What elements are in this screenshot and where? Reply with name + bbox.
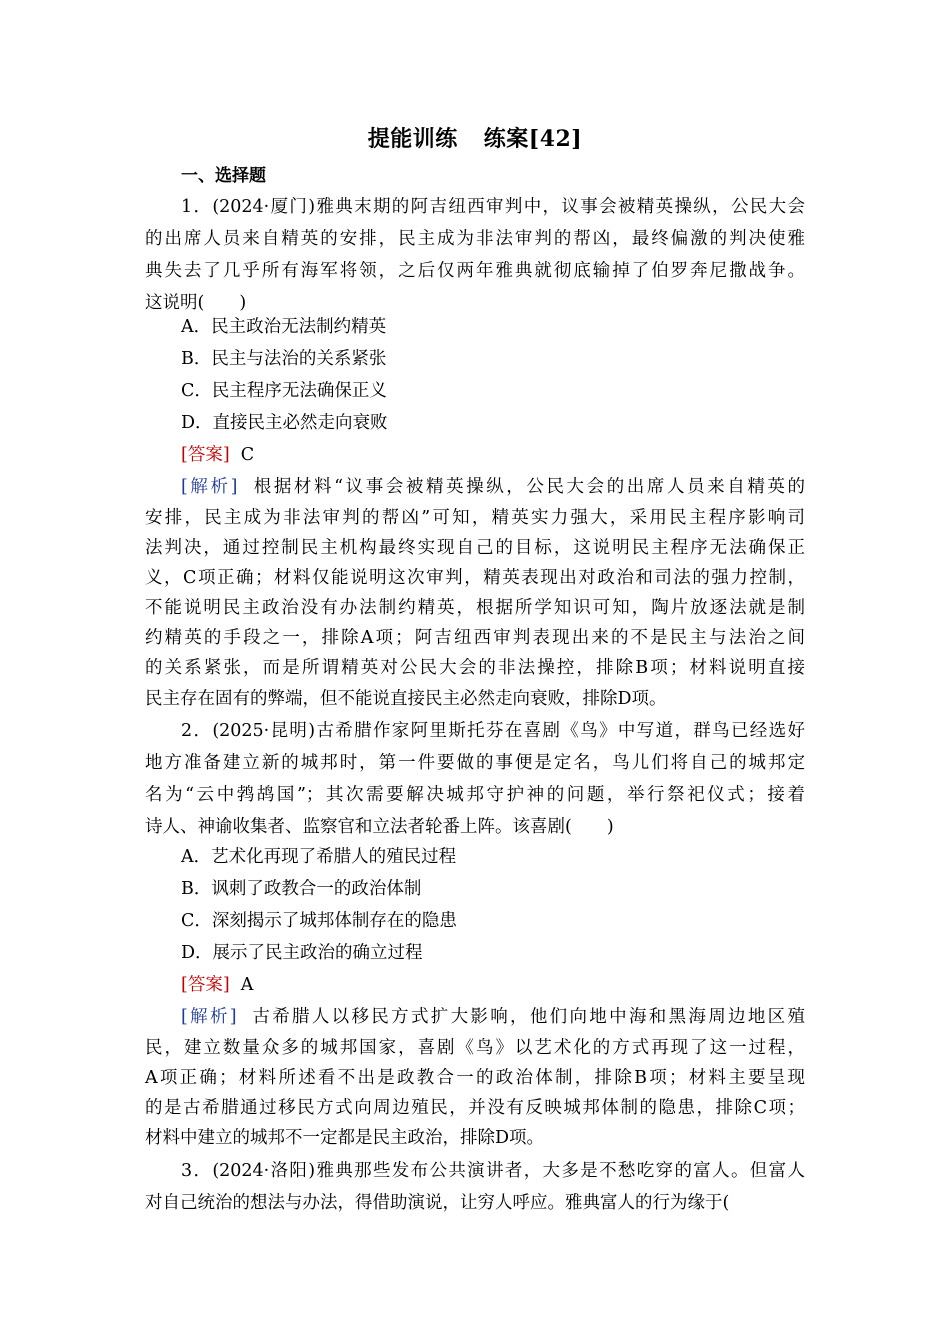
question-1-line: 的出席人员来自精英的安排，民主成为非法审判的帮凶，最终偏激的判决使雅 <box>145 229 805 249</box>
analysis-text: 根据材料“议事会被精英操纵，公民大会的出席人员来自精英的 <box>253 477 805 497</box>
question-2-analysis-line: A项正确；材料所述看不出是政教合一的政治体制，排除B项；材料主要呈现 <box>145 1068 805 1088</box>
question-1-option-b: B．民主与法治的关系紧张 <box>181 349 387 369</box>
question-2-analysis-line: 材料中建立的城邦不一定都是民主政治，排除D项。 <box>145 1128 545 1148</box>
question-1-analysis-line <box>181 475 805 499</box>
question-1-analysis-line: 民主存在固有的弊端，但不能说直接民主必然走向衰败，排除D项。 <box>145 689 667 709</box>
question-3-line: 对自己统治的想法与办法，得借助演说，让穷人呼应。雅典富人的行为缘于( <box>145 1193 730 1213</box>
question-1-line: 1．(2024·厦门)雅典末期的阿吉纽西审判中，议事会被精英操纵，公民大会 <box>181 197 805 217</box>
question-1-answer <box>181 443 841 467</box>
answer-tag: [答案] <box>181 445 230 465</box>
title-part1: 提能训练 <box>367 126 458 152</box>
question-2-line: 2．(2025·昆明)古希腊作家阿里斯托芬在喜剧《鸟》中写道，群鸟已经选好 <box>181 721 805 741</box>
analysis-text: 古希腊人以移民方式扩大影响，他们向地中海和黑海周边地区殖 <box>252 1007 805 1027</box>
question-2-analysis-line: 民，建立数量众多的城邦国家，喜剧《鸟》以艺术化的方式再现了这一过程， <box>145 1038 805 1058</box>
question-1-analysis-line: 的关系紧张，而是所谓精英对公民大会的非法操控，排除B项；材料说明直接 <box>145 658 805 678</box>
question-2-analysis-line <box>181 1005 805 1029</box>
analysis-tag: [解析] <box>181 477 238 497</box>
page-title <box>0 122 950 153</box>
question-1-analysis-line: 约精英的手段之一，排除A项；阿吉纽西审判表现出来的不是民主与法治之间 <box>145 628 805 648</box>
question-1-line: 这说明( ) <box>145 293 247 313</box>
question-1-option-a: A．民主政治无法制约精英 <box>181 317 387 337</box>
section-heading: 一、选择题 <box>181 166 266 186</box>
answer-tag: [答案] <box>181 975 230 995</box>
question-1-analysis-line: 法判决，通过控制民主机构最终实现自己的目标，这说明民主程序无法确保正 <box>145 538 805 558</box>
question-1-analysis-line: 义，C项正确；材料仅能说明这次审判，精英表现出对政治和司法的强力控制， <box>145 568 805 588</box>
question-2-line: 名为“云中鹁鸪国”；其次需要解决城邦守护神的问题，举行祭祀仪式；接着 <box>145 785 805 805</box>
question-1-option-c: C．民主程序无法确保正义 <box>181 381 387 401</box>
question-1-option-d: D．直接民主必然走向衰败 <box>181 413 388 433</box>
question-2-line: 地方准备建立新的城邦时，第一件要做的事便是定名，鸟儿们将自己的城邦定 <box>145 753 805 773</box>
question-2-analysis-line: 的是古希腊通过移民方式向周边殖民，并没有反映城邦体制的隐患，排除C项； <box>145 1098 805 1118</box>
question-3-line: 3．(2024·洛阳)雅典那些发布公共演讲者，大多是不愁吃穿的富人。但富人 <box>181 1161 805 1181</box>
question-2-option-b: B．讽刺了政教合一的政治体制 <box>181 879 422 899</box>
title-part2: 练案[42] <box>483 126 583 152</box>
question-2-option-a: A．艺术化再现了希腊人的殖民过程 <box>181 847 457 867</box>
question-1-analysis-line: 安排，民主成为非法审判的帮凶”可知，精英实力强大，采用民主程序影响司 <box>145 508 805 528</box>
question-2-line: 诗人、神谕收集者、监察官和立法者轮番上阵。该喜剧( ) <box>145 817 614 837</box>
answer-value: C <box>240 445 255 465</box>
question-1-analysis-line: 不能说明民主政治没有办法制约精英，根据所学知识可知，陶片放逐法就是制 <box>145 598 805 618</box>
answer-value: A <box>240 975 254 995</box>
question-2-answer <box>181 973 841 997</box>
analysis-tag: [解析] <box>181 1007 237 1027</box>
question-1-line: 典失去了几乎所有海军将领，之后仅两年雅典就彻底输掉了伯罗奔尼撒战争。 <box>145 261 805 281</box>
question-2-option-c: C．深刻揭示了城邦体制存在的隐患 <box>181 911 457 931</box>
question-2-option-d: D．展示了民主政治的确立过程 <box>181 943 423 963</box>
